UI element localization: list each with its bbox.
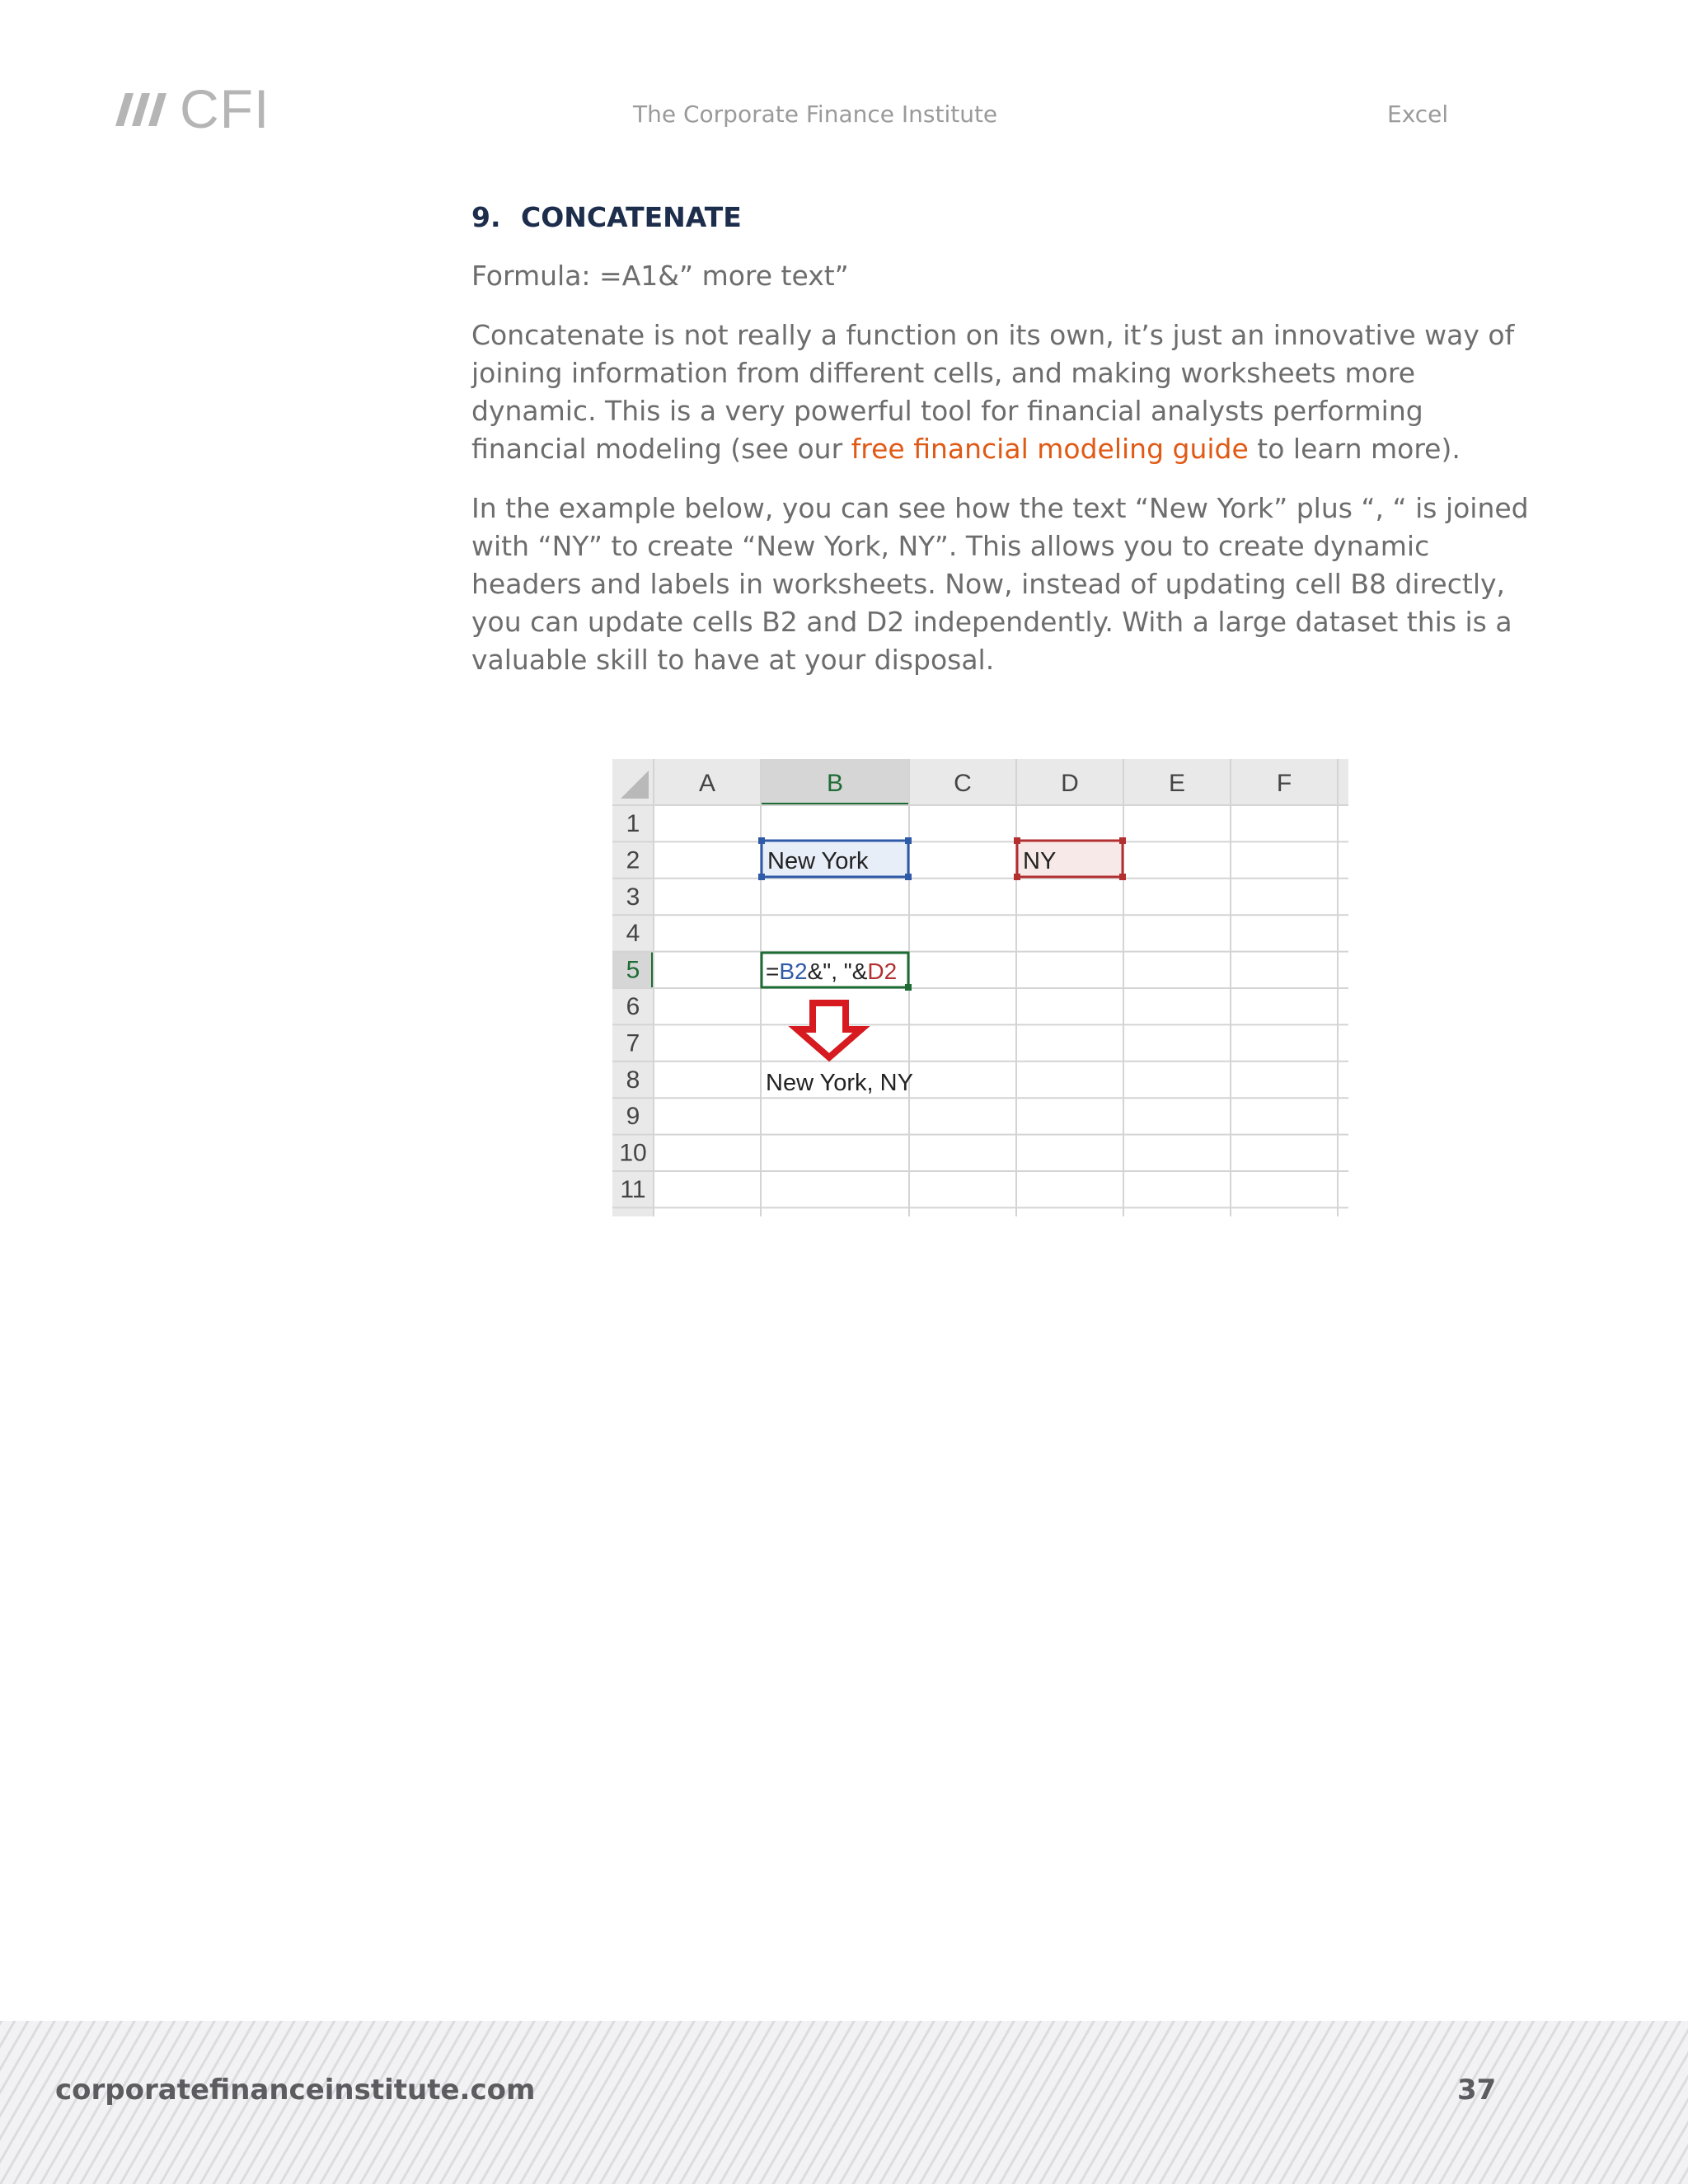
formula-line: Formula: =A1&” more text” (471, 260, 849, 292)
row-header-2[interactable]: 2 (626, 846, 640, 874)
arrow-down-icon (797, 1003, 861, 1057)
cell-b8-value: New York, NY (766, 1070, 913, 1096)
section-heading (471, 198, 1543, 237)
row-header-7[interactable]: 7 (626, 1029, 640, 1057)
paragraph-example: In the example below, you can see how the text “New York” plus “, “ is joined with “NY” to create “New York, NY”. This allows you to create dynamic headers and labels in worksheets. Now, instead of updating cell B8 directly, you can update cells B2 and D2 independently. With a large dataset this is a valuable skill to have at your disposal. (471, 492, 1529, 676)
cfi-logo (114, 78, 270, 139)
row-header-6[interactable]: 6 (626, 993, 640, 1020)
row-header-3[interactable]: 3 (626, 883, 640, 911)
row-header-11[interactable]: 11 (620, 1176, 646, 1203)
page-number: 37 (1457, 2074, 1497, 2107)
row-header-5[interactable]: 5 (626, 956, 640, 984)
section-title: CONCATENATE (521, 201, 742, 233)
header-title: The Corporate Finance Institute (633, 101, 998, 128)
paragraph-text: Concatenate is not really a function on its own, it’s just an innovative way of joining information from different cells, and making worksheets more dynamic. This is a very powerful tool for financial analysts performing financial modeling (see our (471, 319, 1515, 465)
column-header-f[interactable]: F (1276, 770, 1292, 797)
formula-separator: &", "& (807, 958, 868, 984)
row-header-9[interactable]: 9 (626, 1103, 640, 1131)
cell-b2-value: New York (767, 848, 869, 874)
cfi-logo-stripes-icon (114, 88, 171, 129)
main-content (471, 198, 1543, 679)
logo-text: CFI (180, 78, 270, 139)
paragraph-concatenate-intro (471, 316, 1543, 468)
formula-ref-d2: D2 (867, 958, 898, 984)
footer-url: corporatefinanceinstitute.com (55, 2074, 536, 2107)
row-header-1[interactable]: 1 (626, 810, 640, 837)
column-header-b[interactable]: B (826, 770, 844, 797)
excel-example-image (612, 759, 1348, 1216)
financial-modeling-guide-link[interactable]: free financial modeling guide (851, 433, 1249, 465)
column-header-c[interactable]: C (954, 770, 972, 797)
formula-equals: = (766, 958, 780, 984)
header-category: Excel (1387, 101, 1449, 128)
cell-b5-formula (766, 958, 897, 984)
column-header-a[interactable]: A (698, 770, 716, 797)
paragraph-text-end: to learn more). (1248, 433, 1461, 465)
column-header-e[interactable]: E (1168, 770, 1186, 797)
formula-ref-b2: B2 (779, 958, 808, 984)
spreadsheet-grid (612, 759, 1348, 1216)
column-header-d[interactable]: D (1061, 770, 1079, 797)
section-number: 9. (471, 201, 501, 233)
row-header-4[interactable]: 4 (626, 920, 640, 948)
cell-d2-value: NY (1023, 848, 1057, 874)
row-header-10[interactable]: 10 (619, 1139, 647, 1167)
row-header-8[interactable]: 8 (626, 1066, 640, 1094)
